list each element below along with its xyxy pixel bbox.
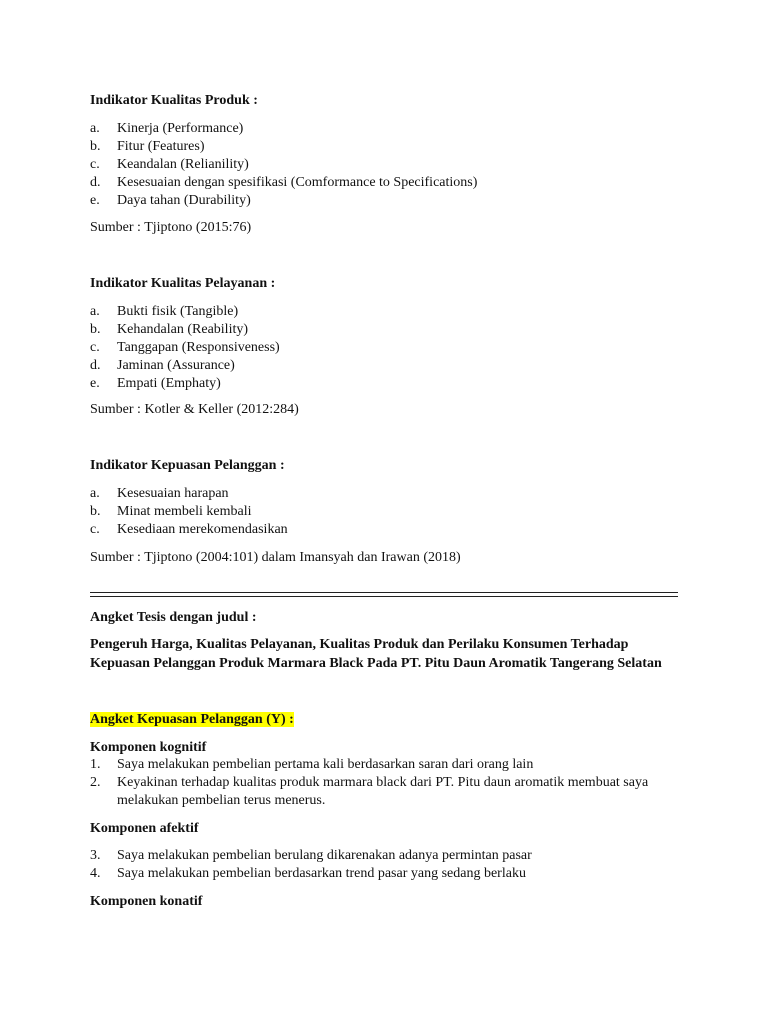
list-kualitas-produk xyxy=(90,120,477,210)
list-item: 3. Saya melakukan pembelian berulang dikarenakan adanya permintan pasar xyxy=(90,848,532,863)
source-citation: Sumber : Tjiptono (2004:101) dalam Imansyah dan Irawan (2018) xyxy=(90,550,461,565)
list-item: e. Empati (Emphaty) xyxy=(90,376,221,391)
list-afektif xyxy=(90,847,532,883)
list-item: 1. Saya melakukan pembelian pertama kali berdasarkan saran dari orang lain xyxy=(90,757,534,772)
divider-line xyxy=(90,596,678,597)
list-kognitif xyxy=(90,756,648,810)
list-item: b. Minat membeli kembali xyxy=(90,504,252,519)
list-kepuasan-pelanggan xyxy=(90,485,288,539)
komponen-konatif-title: Komponen konatif xyxy=(90,894,203,909)
list-item: a. Bukti fisik (Tangible) xyxy=(90,304,239,319)
source-citation: Sumber : Tjiptono (2015:76) xyxy=(90,220,252,235)
list-item: c. Keandalan (Relianility) xyxy=(90,157,249,172)
section-title-kualitas-pelayanan: Indikator Kualitas Pelayanan : xyxy=(90,276,276,291)
section-title-kualitas-produk: Indikator Kualitas Produk : xyxy=(90,93,258,108)
list-item: a. Kinerja (Performance) xyxy=(90,121,244,136)
list-item: c. Kesediaan merekomendasikan xyxy=(90,522,288,537)
list-item: 4. Saya melakukan pembelian berdasarkan trend pasar yang sedang berlaku xyxy=(90,866,526,881)
thesis-title-line-2: Kepuasan Pelanggan Produk Marmara Black Pada PT. Pitu Daun Aromatik Tangerang Selatan xyxy=(90,656,662,671)
komponen-afektif-title: Komponen afektif xyxy=(90,821,199,836)
komponen-kognitif-title: Komponen kognitif xyxy=(90,740,207,755)
list-item: b. Fitur (Features) xyxy=(90,139,205,154)
list-item: 2. Keyakinan terhadap kualitas produk marmara black dari PT. Pitu daun aromatik membuat saya melakukan pembelian terus menerus. xyxy=(90,775,649,808)
list-item: b. Kehandalan (Reability) xyxy=(90,322,249,337)
list-kualitas-pelayanan xyxy=(90,303,280,393)
list-item: a. Kesesuaian harapan xyxy=(90,486,229,501)
list-item: d. Kesesuaian dengan spesifikasi (Comformance to Specifications) xyxy=(90,175,478,190)
highlighted-text: Angket Kepuasan Pelanggan (Y) : xyxy=(90,712,294,727)
source-citation: Sumber : Kotler & Keller (2012:284) xyxy=(90,402,299,417)
thesis-title-line-1: Pengeruh Harga, Kualitas Pelayanan, Kualitas Produk dan Perilaku Konsumen Terhadap xyxy=(90,637,629,652)
list-item: e. Daya tahan (Durability) xyxy=(90,193,251,208)
list-item: c. Tanggapan (Responsiveness) xyxy=(90,340,280,355)
angket-heading: Angket Tesis dengan judul : xyxy=(90,610,257,625)
divider-line xyxy=(90,592,678,593)
list-item: d. Jaminan (Assurance) xyxy=(90,358,235,373)
section-title-kepuasan-pelanggan: Indikator Kepuasan Pelanggan : xyxy=(90,458,285,473)
angket-kepuasan-heading xyxy=(90,711,294,729)
